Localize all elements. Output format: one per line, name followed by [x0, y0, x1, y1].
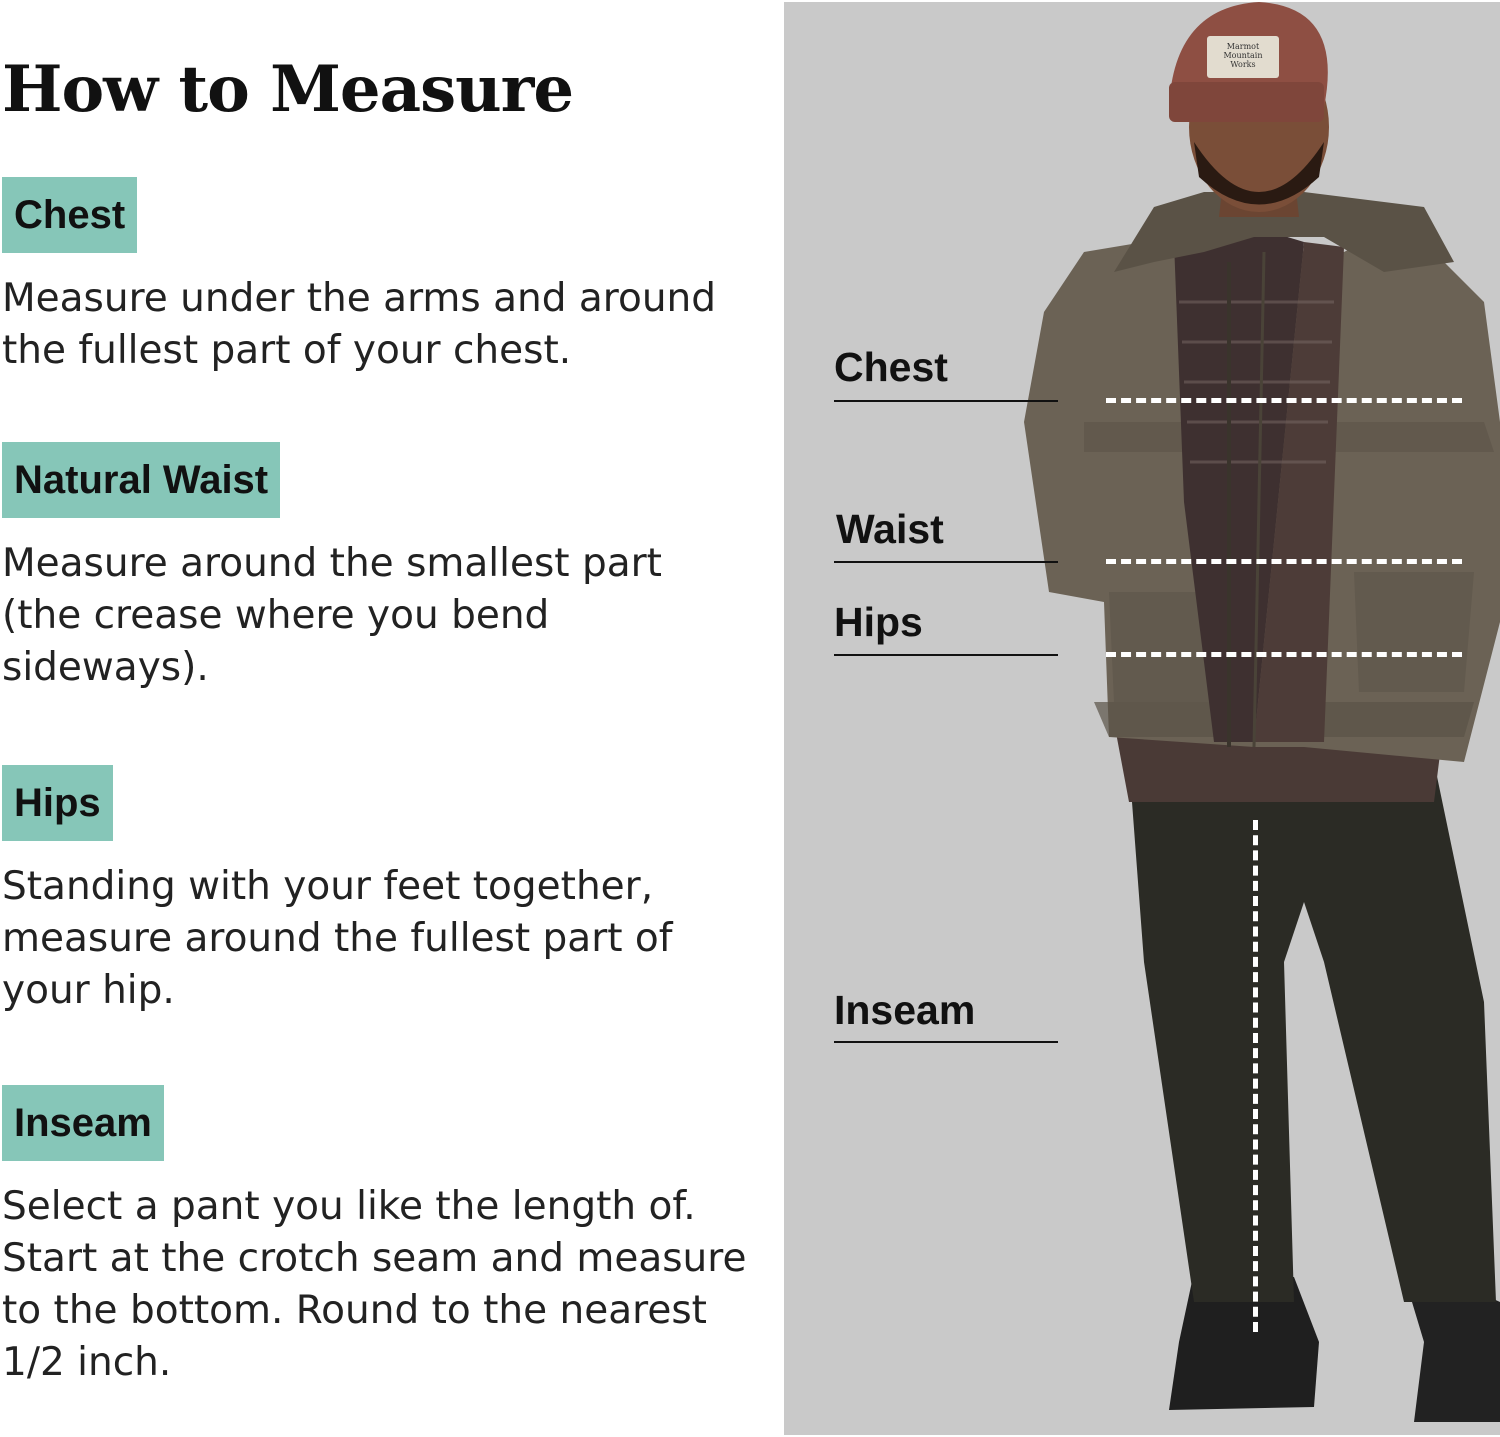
hips-description: Standing with your feet together, measure around the fullest part of your hip. [2, 864, 673, 1013]
chest-dashed-line [1106, 398, 1462, 403]
natural-waist-heading: Natural Waist [2, 442, 280, 518]
inseam-label: Inseam [834, 987, 976, 1033]
hips-label: Hips [834, 599, 923, 645]
chest-leader-line [834, 400, 1058, 402]
section-chest [2, 177, 762, 377]
beanie-patch-text: Marmot Mountain Works [1223, 42, 1263, 69]
hips-leader-line [834, 654, 1058, 656]
chest-label: Chest [834, 344, 948, 390]
inseam-description: Select a pant you like the length of. Start at the crotch seam and measure to the bottom. Round to the nearest 1/2 inch. [2, 1184, 747, 1385]
waist-leader-line [834, 561, 1058, 563]
section-hips [2, 765, 762, 1017]
inseam-heading: Inseam [2, 1085, 164, 1161]
inseam-dashed-line [1253, 820, 1258, 1332]
natural-waist-description: Measure around the smallest part (the crease where you bend sideways). [2, 541, 662, 690]
waist-label: Waist [836, 506, 944, 552]
inseam-leader-line [834, 1041, 1058, 1043]
chest-description: Measure under the arms and around the fullest part of your chest. [2, 276, 717, 373]
chest-heading: Chest [2, 177, 137, 253]
section-natural-waist [2, 442, 762, 694]
hips-heading: Hips [2, 765, 113, 841]
section-inseam [2, 1085, 762, 1389]
page-title: How to Measure [2, 52, 574, 127]
model-photo-panel [784, 2, 1500, 1435]
hips-dashed-line [1106, 652, 1462, 657]
waist-dashed-line [1106, 559, 1462, 564]
model-illustration [784, 2, 1500, 1435]
